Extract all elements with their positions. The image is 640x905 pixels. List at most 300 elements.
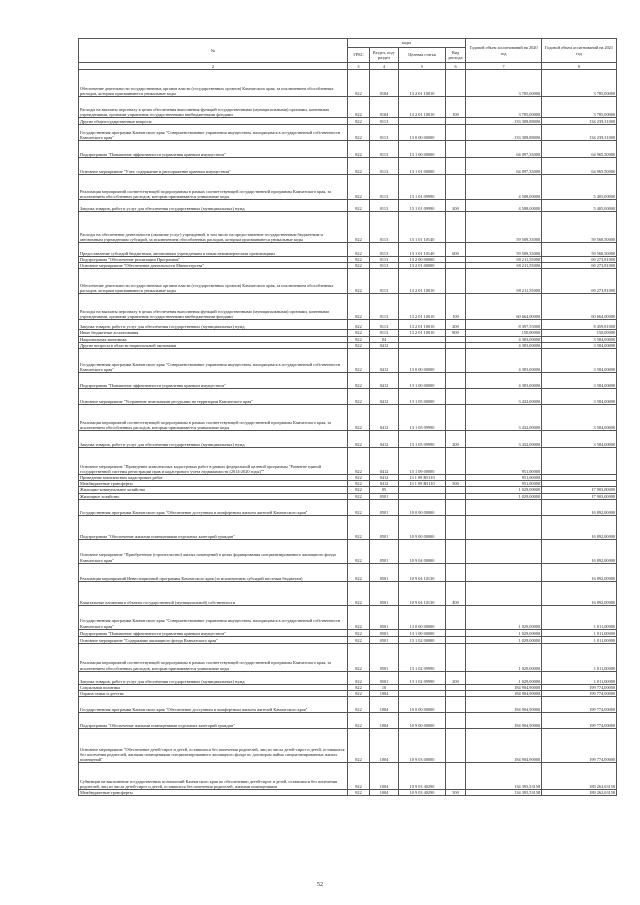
grbs-code: 822 [348, 763, 370, 790]
expense-type [446, 269, 466, 294]
row-name: Подпрограмма "Обеспечение жилыми помещениями отдельных категорий граждан" [79, 515, 348, 539]
grbs-code: 822 [348, 212, 370, 243]
table-row [79, 605, 617, 629]
grbs-code: 822 [348, 499, 370, 515]
table-row [79, 294, 617, 320]
row-name: Основное мероприятие "Учет, содержание и распоряжение краевым имуществом" [79, 158, 348, 175]
expense-type: 200 [446, 431, 466, 448]
amount-2020 [466, 539, 542, 563]
amount-2021: 1 011,00000 [542, 629, 617, 636]
amount-2020: 4 383,00000 [466, 342, 542, 348]
grbs-code: 822 [348, 448, 370, 475]
amount-2021: 69 273,81000 [542, 257, 617, 263]
section-code: 0113 [370, 269, 399, 294]
grbs-code: 822 [348, 729, 370, 763]
amount-2020: 184 904,90000 [466, 684, 542, 690]
amount-2021: 199 774,00000 [542, 684, 617, 690]
row-name: Основное мероприятие "Обеспечение детей-сирот и детей, оставшихся без попечения родителей, лиц из числа детей-сирот и детей, оставшихся без попечения родителей, жилыми помещениями специализированного жилищного фонда по договорам найма специализированных жилых помещений" [79, 729, 348, 763]
expense-type [446, 629, 466, 636]
expense-type: 500 [446, 790, 466, 796]
expense-type [446, 70, 466, 97]
amount-2021: 3 584,00000 [542, 336, 617, 342]
amount-2020: 8 397,55000 [466, 320, 542, 330]
section-code: 0412 [370, 481, 399, 487]
grbs-code: 822 [348, 389, 370, 405]
row-name: Реализация мероприятий соответствующей подпрограммы в рамках соответствующей государственной программы Камчатского края, за исключением обособленных расходов, которым присваиваются уникальные коды [79, 405, 348, 431]
grbs-code: 822 [348, 342, 370, 348]
expense-type: 200 [446, 320, 466, 330]
amount-2020: 184 904,90000 [466, 713, 542, 729]
amount-2020: 3 432,00000 [466, 405, 542, 431]
expense-type [446, 643, 466, 671]
amount-2021: 16 892,00000 [542, 515, 617, 539]
table-row [79, 515, 617, 539]
section-code: 05 [370, 487, 399, 493]
grbs-code: 822 [348, 539, 370, 563]
row-name: Государственная программа Камчатского края "Обеспечение доступным и комфортным жильем жителей Камчатского края" [79, 697, 348, 713]
amount-2021: 3 584,00000 [542, 342, 617, 348]
row-name: Реализация мероприятий соответствующей подпрограммы в рамках соответствующей государственной программы Камчатского края, за исключением обособленных расходов, которым присваиваются уникальные коды [79, 175, 348, 200]
amount-2021: 199 774,00000 [542, 697, 617, 713]
table-row [79, 118, 617, 125]
grbs-code: 822 [348, 70, 370, 97]
amount-2020: 4 383,00000 [466, 373, 542, 389]
amount-2021: 64 965,50000 [542, 158, 617, 175]
row-name: Реализация мероприятий Инвестиционной программы Камчатского края (за исключением субсидий местным бюджетам) [79, 563, 348, 581]
amount-2020 [466, 515, 542, 539]
amount-2021: 3 584,00000 [542, 389, 617, 405]
row-name: Основное мероприятие "Устранение земельными ресурсами на территории Камчатского края" [79, 389, 348, 405]
grbs-code: 822 [348, 475, 370, 481]
section-code: 0501 [370, 539, 399, 563]
section-code: 0501 [370, 636, 399, 643]
table-row [79, 70, 617, 97]
amount-2020: 4 588,00000 [466, 200, 542, 212]
table-row [79, 431, 617, 448]
row-name: Межбюджетные трансферты [79, 481, 348, 487]
target-code: 13 1 09 00000 [399, 448, 446, 475]
target-code [399, 118, 446, 125]
row-name: Закупка товаров, работ и услуг для обеспечения государственных (муниципальных) нужд [79, 431, 348, 448]
section-code: 0113 [370, 118, 399, 125]
amount-2021: 3 785,00000 [542, 97, 617, 118]
grbs-code: 822 [348, 697, 370, 713]
amount-2021: 1 011,00000 [542, 605, 617, 629]
row-name: Расходы на обеспечение деятельности (оказание услуг) учреждений, в том числе на предоставление государственным бюджетным и автономным учреждениям субсидий, за исключением обособленных расходов, которым присваиваются уникальные коды [79, 212, 348, 243]
grbs-code: 822 [348, 263, 370, 269]
row-name: Жилищно-коммунальное хозяйство [79, 487, 348, 493]
expense-type [446, 118, 466, 125]
amount-2020: 3 432,00000 [466, 431, 542, 448]
section-code: 0501 [370, 643, 399, 671]
amount-2021: 199 774,00000 [542, 729, 617, 763]
expense-type [446, 175, 466, 200]
section-code: 0104 [370, 97, 399, 118]
table-row [79, 141, 617, 158]
table-row [79, 373, 617, 389]
target-code: 13 1 00 00000 [399, 629, 446, 636]
section-code: 0412 [370, 405, 399, 431]
row-name: Обеспечение деятельности государственных органов власти (государственных органов) Камчатского края, за исключением обособленных расходов, которым присваиваются уникальные коды [79, 269, 348, 294]
section-code: 1004 [370, 691, 399, 697]
grbs-code: 822 [348, 158, 370, 175]
grbs-code: 822 [348, 405, 370, 431]
section-code: 0501 [370, 671, 399, 684]
grbs-code: 822 [348, 243, 370, 257]
amount-2020: 69 211,55000 [466, 269, 542, 294]
row-name: Субвенции на выполнение государственных полномочий Камчатского края по обеспечению детей-сирот и детей, оставшихся без попечения родителей, лиц из числа детей-сирот и детей, оставшихся без попечения родителей, жилыми помещениями [79, 763, 348, 790]
grbs-code: 822 [348, 684, 370, 690]
amount-2021: 1 011,00000 [542, 643, 617, 671]
amount-2020: 3 785,00000 [466, 70, 542, 97]
amount-2021: 199 774,00000 [542, 713, 617, 729]
target-code: 13 0 00 00000 [399, 605, 446, 629]
grbs-code: 822 [348, 125, 370, 141]
amount-2020: 951,00000 [466, 448, 542, 475]
grbs-code: 822 [348, 257, 370, 263]
table-row [79, 320, 617, 330]
colnum-8: 8 [542, 63, 617, 70]
amount-2021: 60 664,00000 [542, 294, 617, 320]
target-code: 13 1 05 09990 [399, 405, 446, 431]
amount-2020: 1 029,00000 [466, 487, 542, 493]
row-name: Жилищное хозяйство [79, 493, 348, 499]
table-row [79, 643, 617, 671]
section-code: 0104 [370, 70, 399, 97]
section-code: 0501 [370, 605, 399, 629]
grbs-code: 822 [348, 269, 370, 294]
grbs-code: 822 [348, 643, 370, 671]
grbs-code: 822 [348, 481, 370, 487]
target-code: 10 9 04 00000 [399, 539, 446, 563]
expense-type [446, 713, 466, 729]
amount-2020: 3 785,00000 [466, 97, 542, 118]
target-code: 13 1 05 09990 [399, 431, 446, 448]
target-code: 13 2 01 10010 [399, 320, 446, 330]
target-code: 13 1 00 00000 [399, 141, 446, 158]
amount-2020: 60 664,00000 [466, 294, 542, 320]
section-code: 04 [370, 336, 399, 342]
target-code: 13 2 01 10010 [399, 330, 446, 336]
amount-2021: 5 405,00000 [542, 175, 617, 200]
target-code: 13 2 01 10010 [399, 70, 446, 97]
amount-2020: 59 509,33000 [466, 243, 542, 257]
target-code: 13 1 02 09990 [399, 643, 446, 671]
budget-table [78, 38, 617, 796]
section-code: 0501 [370, 515, 399, 539]
amount-2021: 59 560,50000 [542, 212, 617, 243]
table-row [79, 539, 617, 563]
row-name: Подпрограмма "Обеспечение реализации Программы" [79, 257, 348, 263]
section-code: 0113 [370, 320, 399, 330]
target-code: 10 9 03 00000 [399, 729, 446, 763]
grbs-code: 822 [348, 349, 370, 373]
target-code: 13 2 01 10010 [399, 269, 446, 294]
amount-2020: 134 395,53158 [466, 763, 542, 790]
column-number-row [79, 63, 617, 70]
target-code: 10 0 00 00000 [399, 697, 446, 713]
expense-type [446, 125, 466, 141]
amount-2021: 1 011,00000 [542, 671, 617, 684]
colnum-1: 2 [79, 63, 348, 70]
table-row [79, 212, 617, 243]
amount-2020: 69 211,55000 [466, 257, 542, 263]
target-code: 13 2 01 10010 [399, 294, 446, 320]
amount-2021: 1 011,00000 [542, 636, 617, 643]
amount-2020: 184 904,90000 [466, 691, 542, 697]
table-row [79, 563, 617, 581]
amount-2021: 69 273,81000 [542, 269, 617, 294]
amount-2021: 3 584,00000 [542, 349, 617, 373]
section-code: 0113 [370, 200, 399, 212]
table-row [79, 200, 617, 212]
expense-type [446, 697, 466, 713]
amount-2021: 69 273,81000 [542, 263, 617, 269]
row-name: Предоставление субсидий бюджетным, автономным учреждениям и иным некоммерческим организациям [79, 243, 348, 257]
expense-type [446, 563, 466, 581]
target-code: 13 0 00 00000 [399, 349, 446, 373]
grbs-code: 822 [348, 493, 370, 499]
row-name: Реализация мероприятий соответствующей подпрограммы в рамках соответствующей государственной программы Камчатского края, за исключением обособленных расходов, которым присваиваются уникальные коды [79, 643, 348, 671]
row-name: Закупка товаров, работ и услуг для обеспечения государственных (муниципальных) нужд [79, 200, 348, 212]
table-row [79, 349, 617, 373]
row-name: Другие вопросы в области национальной экономики [79, 342, 348, 348]
amount-2021: 150,00000 [542, 330, 617, 336]
section-code: 0412 [370, 349, 399, 373]
amount-2020: 1 029,00000 [466, 643, 542, 671]
header-section: Раздел, под-раздел [370, 48, 399, 63]
section-code: 0113 [370, 125, 399, 141]
table-row [79, 125, 617, 141]
amount-2020: 1 029,00000 [466, 629, 542, 636]
expense-type [446, 389, 466, 405]
amount-2021: 16 892,00000 [542, 499, 617, 515]
section-code: 0412 [370, 448, 399, 475]
amount-2020: 4 383,00000 [466, 349, 542, 373]
row-name: Расходы на выплаты персоналу в целях обеспечения выполнения функций государственными (муниципальными) органами, казенными учреждениями, органами управления государственными внебюджетными фондами [79, 294, 348, 320]
row-name: Подпрограмма "Повышение эффективности управления краевым имуществом" [79, 629, 348, 636]
row-name: Национальная экономика [79, 336, 348, 342]
amount-2020 [466, 499, 542, 515]
grbs-code: 822 [348, 636, 370, 643]
amount-2021: 189 262,63158 [542, 763, 617, 790]
expense-type: 600 [446, 243, 466, 257]
table-row [79, 158, 617, 175]
amount-2021: 199 774,00000 [542, 691, 617, 697]
amount-2021: 134 239,31000 [542, 118, 617, 125]
target-code: 13 1 01 10140 [399, 212, 446, 243]
expense-type [446, 636, 466, 643]
section-code: 0113 [370, 212, 399, 243]
section-code: 1004 [370, 697, 399, 713]
amount-2021: 3 584,00000 [542, 405, 617, 431]
expense-type [446, 499, 466, 515]
expense-type [446, 212, 466, 243]
section-code: 0113 [370, 175, 399, 200]
row-name: Проведение комплексных кадастровых работ [79, 475, 348, 481]
section-code: 0113 [370, 330, 399, 336]
section-code: 10 [370, 684, 399, 690]
expense-type: 200 [446, 671, 466, 684]
section-code: 0113 [370, 158, 399, 175]
target-code: 13 1 09 R5110 [399, 481, 446, 487]
grbs-code: 822 [348, 141, 370, 158]
expense-type: 200 [446, 200, 466, 212]
target-code: 10 9 03 40290 [399, 790, 446, 796]
amount-2020: 951,00000 [466, 481, 542, 487]
table-row [79, 697, 617, 713]
grbs-code: 822 [348, 790, 370, 796]
row-name: Межбюджетные трансферты [79, 790, 348, 796]
budget-sheet [78, 38, 616, 796]
header-grbs: ГРБС [348, 48, 370, 63]
amount-2021: 8 459,81000 [542, 320, 617, 330]
table-row [79, 405, 617, 431]
amount-2021: 64 965,50000 [542, 141, 617, 158]
row-name: Капитальные вложения в объекты государственной (муниципальной) собственности [79, 581, 348, 605]
row-name: Обеспечение деятельности государственных органов власти (государственных органов) Камчатского края, за исключением обособленных расходов, которым присваиваются уникальные коды [79, 70, 348, 97]
target-code: 13 1 00 00000 [399, 373, 446, 389]
table-row [79, 269, 617, 294]
amount-2021: 59 560,50000 [542, 243, 617, 257]
grbs-code: 822 [348, 336, 370, 342]
table-row [79, 713, 617, 729]
expense-type: 800 [446, 330, 466, 336]
amount-2021: 134 239,31000 [542, 125, 617, 141]
header-exptype: Вид расхода [446, 48, 466, 63]
target-code: 10 9 00 00000 [399, 515, 446, 539]
amount-2020: 4 383,00000 [466, 336, 542, 342]
colnum-3: 3 [348, 63, 370, 70]
expense-type [446, 448, 466, 475]
amount-2021: 5 405,00000 [542, 200, 617, 212]
header-year-2021: Годовой объем ассигнований на 2021 год [542, 39, 617, 63]
row-name: Подпрограмма "Повышение эффективности управления краевым имуществом" [79, 373, 348, 389]
row-name: Расходы на выплаты персоналу в целях обеспечения выполнения функций государственными (муниципальными) органами, казенными учреждениями, органами управления государственными внебюджетными фондами [79, 97, 348, 118]
section-code: 0113 [370, 263, 399, 269]
amount-2020: 1 029,00000 [466, 671, 542, 684]
grbs-code: 822 [348, 175, 370, 200]
section-code: 0113 [370, 257, 399, 263]
colnum-7: 7 [466, 63, 542, 70]
amount-2020: 64 097,33000 [466, 158, 542, 175]
row-name: Основное мероприятие "Обеспечение деятельности Министерства" [79, 263, 348, 269]
colnum-4: 4 [370, 63, 399, 70]
row-name: Основное мероприятие "Приобретение (строительство) жилых помещений в целях формирования специализированного жилищного фонда Камчатского края" [79, 539, 348, 563]
amount-2021: 17 903,00000 [542, 487, 617, 493]
target-code: 10 9 04 10130 [399, 581, 446, 605]
amount-2020: 1 029,00000 [466, 605, 542, 629]
section-code: 1004 [370, 790, 399, 796]
row-name: Основное мероприятие "Проведение комплексных кадастровых работ в рамках федеральной целевой программы "Развитие единой государственной системы регистрации прав и кадастрового учета недвижимости (2014-2020 годы)"" [79, 448, 348, 475]
section-code: 0412 [370, 373, 399, 389]
grbs-code: 822 [348, 373, 370, 389]
amount-2020 [466, 563, 542, 581]
section-code: 0412 [370, 342, 399, 348]
expense-type [446, 515, 466, 539]
row-name: Социальная политика [79, 684, 348, 690]
grbs-code: 822 [348, 200, 370, 212]
row-name: Государственная программа Камчатского края "Обеспечение доступным и комфортным жильем жителей Камчатского края" [79, 499, 348, 515]
section-code: 0113 [370, 294, 399, 320]
amount-2021 [542, 448, 617, 475]
amount-2020: 1 029,00000 [466, 493, 542, 499]
target-code: 13 2 00 00000 [399, 257, 446, 263]
section-code: 0412 [370, 431, 399, 448]
row-name: Государственная программа Камчатского края "Совершенствование управления имуществом, находящимся в государственной собственности Камчатского края" [79, 125, 348, 141]
amount-2020: 69 211,55000 [466, 263, 542, 269]
expense-type: 100 [446, 97, 466, 118]
target-code: 13 2 01 10010 [399, 97, 446, 118]
grbs-code: 822 [348, 330, 370, 336]
amount-2020: 184 904,90000 [466, 729, 542, 763]
grbs-code: 822 [348, 294, 370, 320]
section-code: 0412 [370, 475, 399, 481]
target-code: 13 1 02 09990 [399, 671, 446, 684]
row-name: Иные бюджетные ассигнования [79, 330, 348, 336]
section-code: 0501 [370, 629, 399, 636]
amount-2020: 4 588,00000 [466, 175, 542, 200]
amount-2021: 3 785,00000 [542, 70, 617, 97]
amount-2020: 133 308,88000 [466, 118, 542, 125]
amount-2020: 133 308,88000 [466, 125, 542, 141]
target-code: 10 9 03 40290 [399, 763, 446, 790]
target-code: 13 1 01 09990 [399, 200, 446, 212]
header-target: Целевая статья [399, 48, 446, 63]
grbs-code: 822 [348, 515, 370, 539]
expense-type: 500 [446, 481, 466, 487]
target-code: 13 0 00 00000 [399, 125, 446, 141]
expense-type [446, 763, 466, 790]
amount-2020: 134 395,53158 [466, 790, 542, 796]
amount-2021: 16 892,00000 [542, 581, 617, 605]
row-name: Другие общегосударственные вопросы [79, 118, 348, 125]
target-code: 10 9 00 00000 [399, 713, 446, 729]
expense-type [446, 158, 466, 175]
table-row [79, 629, 617, 636]
expense-type [446, 141, 466, 158]
expense-type [446, 605, 466, 629]
header-row-top [79, 39, 617, 48]
table-row [79, 499, 617, 515]
target-code: 13 1 01 10140 [399, 243, 446, 257]
row-name: Закупка товаров, работ и услуг для обеспечения государственных (муниципальных) нужд [79, 671, 348, 684]
amount-2020: 64 097,33000 [466, 141, 542, 158]
amount-2020 [466, 581, 542, 605]
amount-2021: 17 903,00000 [542, 493, 617, 499]
expense-type [446, 373, 466, 389]
colnum-5: 5 [399, 63, 446, 70]
table-row [79, 243, 617, 257]
table-row [79, 729, 617, 763]
amount-2021: 3 584,00000 [542, 431, 617, 448]
amount-2020: 3 432,00000 [466, 389, 542, 405]
expense-type [446, 729, 466, 763]
row-name: Основное мероприятие "Содержание жилищного фонда Камчатского края" [79, 636, 348, 643]
target-code: 13 2 01 00000 [399, 263, 446, 269]
amount-2020: 150,00000 [466, 330, 542, 336]
section-code: 0113 [370, 243, 399, 257]
expense-type: 400 [446, 581, 466, 605]
colnum-6: 6 [446, 63, 466, 70]
row-name: Охрана семьи и детства [79, 691, 348, 697]
amount-2020: 951,00000 [466, 475, 542, 481]
page-number: 52 [317, 882, 323, 888]
grbs-code: 822 [348, 605, 370, 629]
grbs-code: 822 [348, 629, 370, 636]
target-code: 13 1 02 00000 [399, 636, 446, 643]
amount-2021: 16 892,00000 [542, 539, 617, 563]
